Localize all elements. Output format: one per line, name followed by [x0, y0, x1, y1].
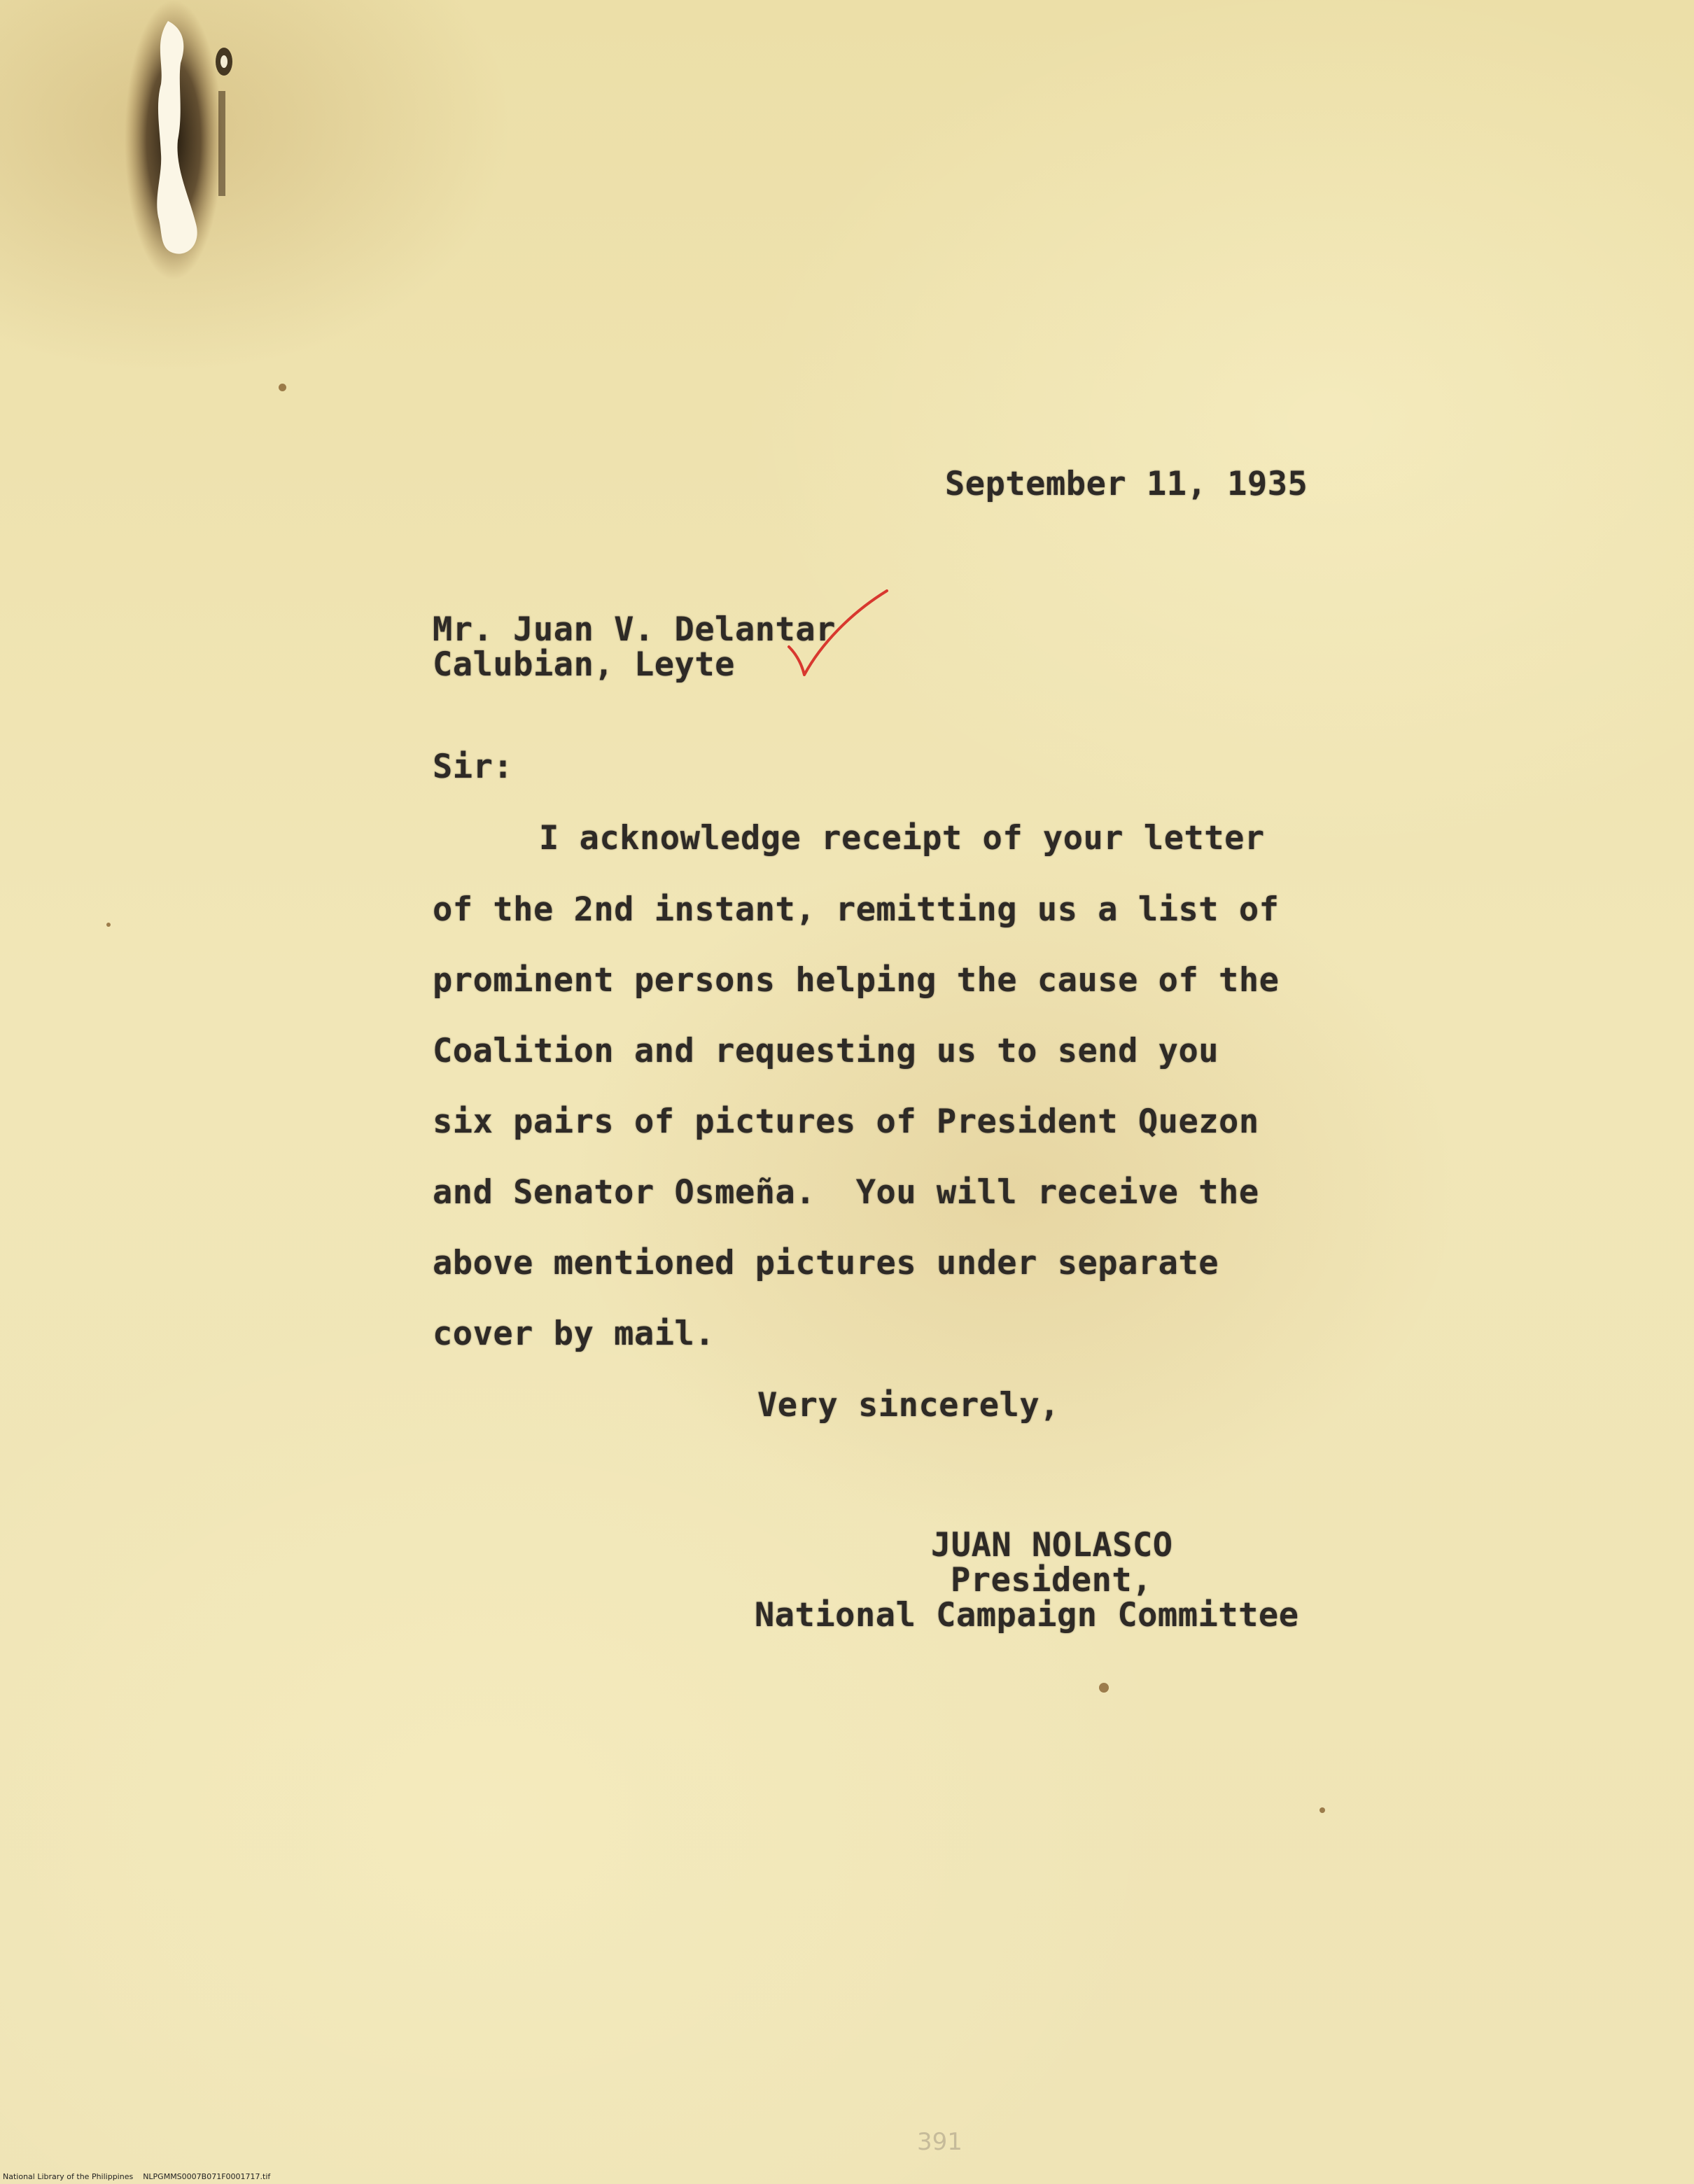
signatory-title: President,	[951, 1561, 1152, 1600]
salutation: Sir:	[433, 748, 514, 786]
paper-spot	[106, 923, 111, 927]
body-line: of the 2nd instant, remitting us a list of	[433, 890, 1280, 929]
body-line: I acknowledge receipt of your letter	[539, 819, 1265, 858]
burn-hole-icon	[119, 0, 245, 280]
body-line: prominent persons helping the cause of the	[433, 961, 1280, 1000]
red-check-mark-icon	[780, 588, 892, 686]
letter-date: September 11, 1935	[945, 465, 1308, 503]
recipient-name: Mr. Juan V. Delantar	[433, 610, 836, 649]
signatory-name: JUAN NOLASCO	[931, 1526, 1173, 1564]
body-line: and Senator Osmeña. You will receive the	[433, 1173, 1259, 1212]
paper-spot	[1099, 1683, 1109, 1693]
body-line: six pairs of pictures of President Quezon	[433, 1102, 1259, 1141]
closing: Very sincerely,	[757, 1386, 1060, 1424]
signatory-organization: National Campaign Committee	[755, 1596, 1299, 1634]
body-line: above mentioned pictures under separate	[433, 1244, 1219, 1282]
paper-spot	[1320, 1807, 1325, 1813]
archive-number: 391	[917, 2128, 962, 2156]
recipient-location: Calubian, Leyte	[433, 645, 735, 684]
body-line: Coalition and requesting us to send you	[433, 1032, 1219, 1070]
paper-spot	[279, 384, 286, 391]
body-line: cover by mail.	[433, 1315, 715, 1353]
scan-footer: National Library of the Philippines NLPGMMS0007B071F0001717.tif	[3, 2172, 271, 2181]
